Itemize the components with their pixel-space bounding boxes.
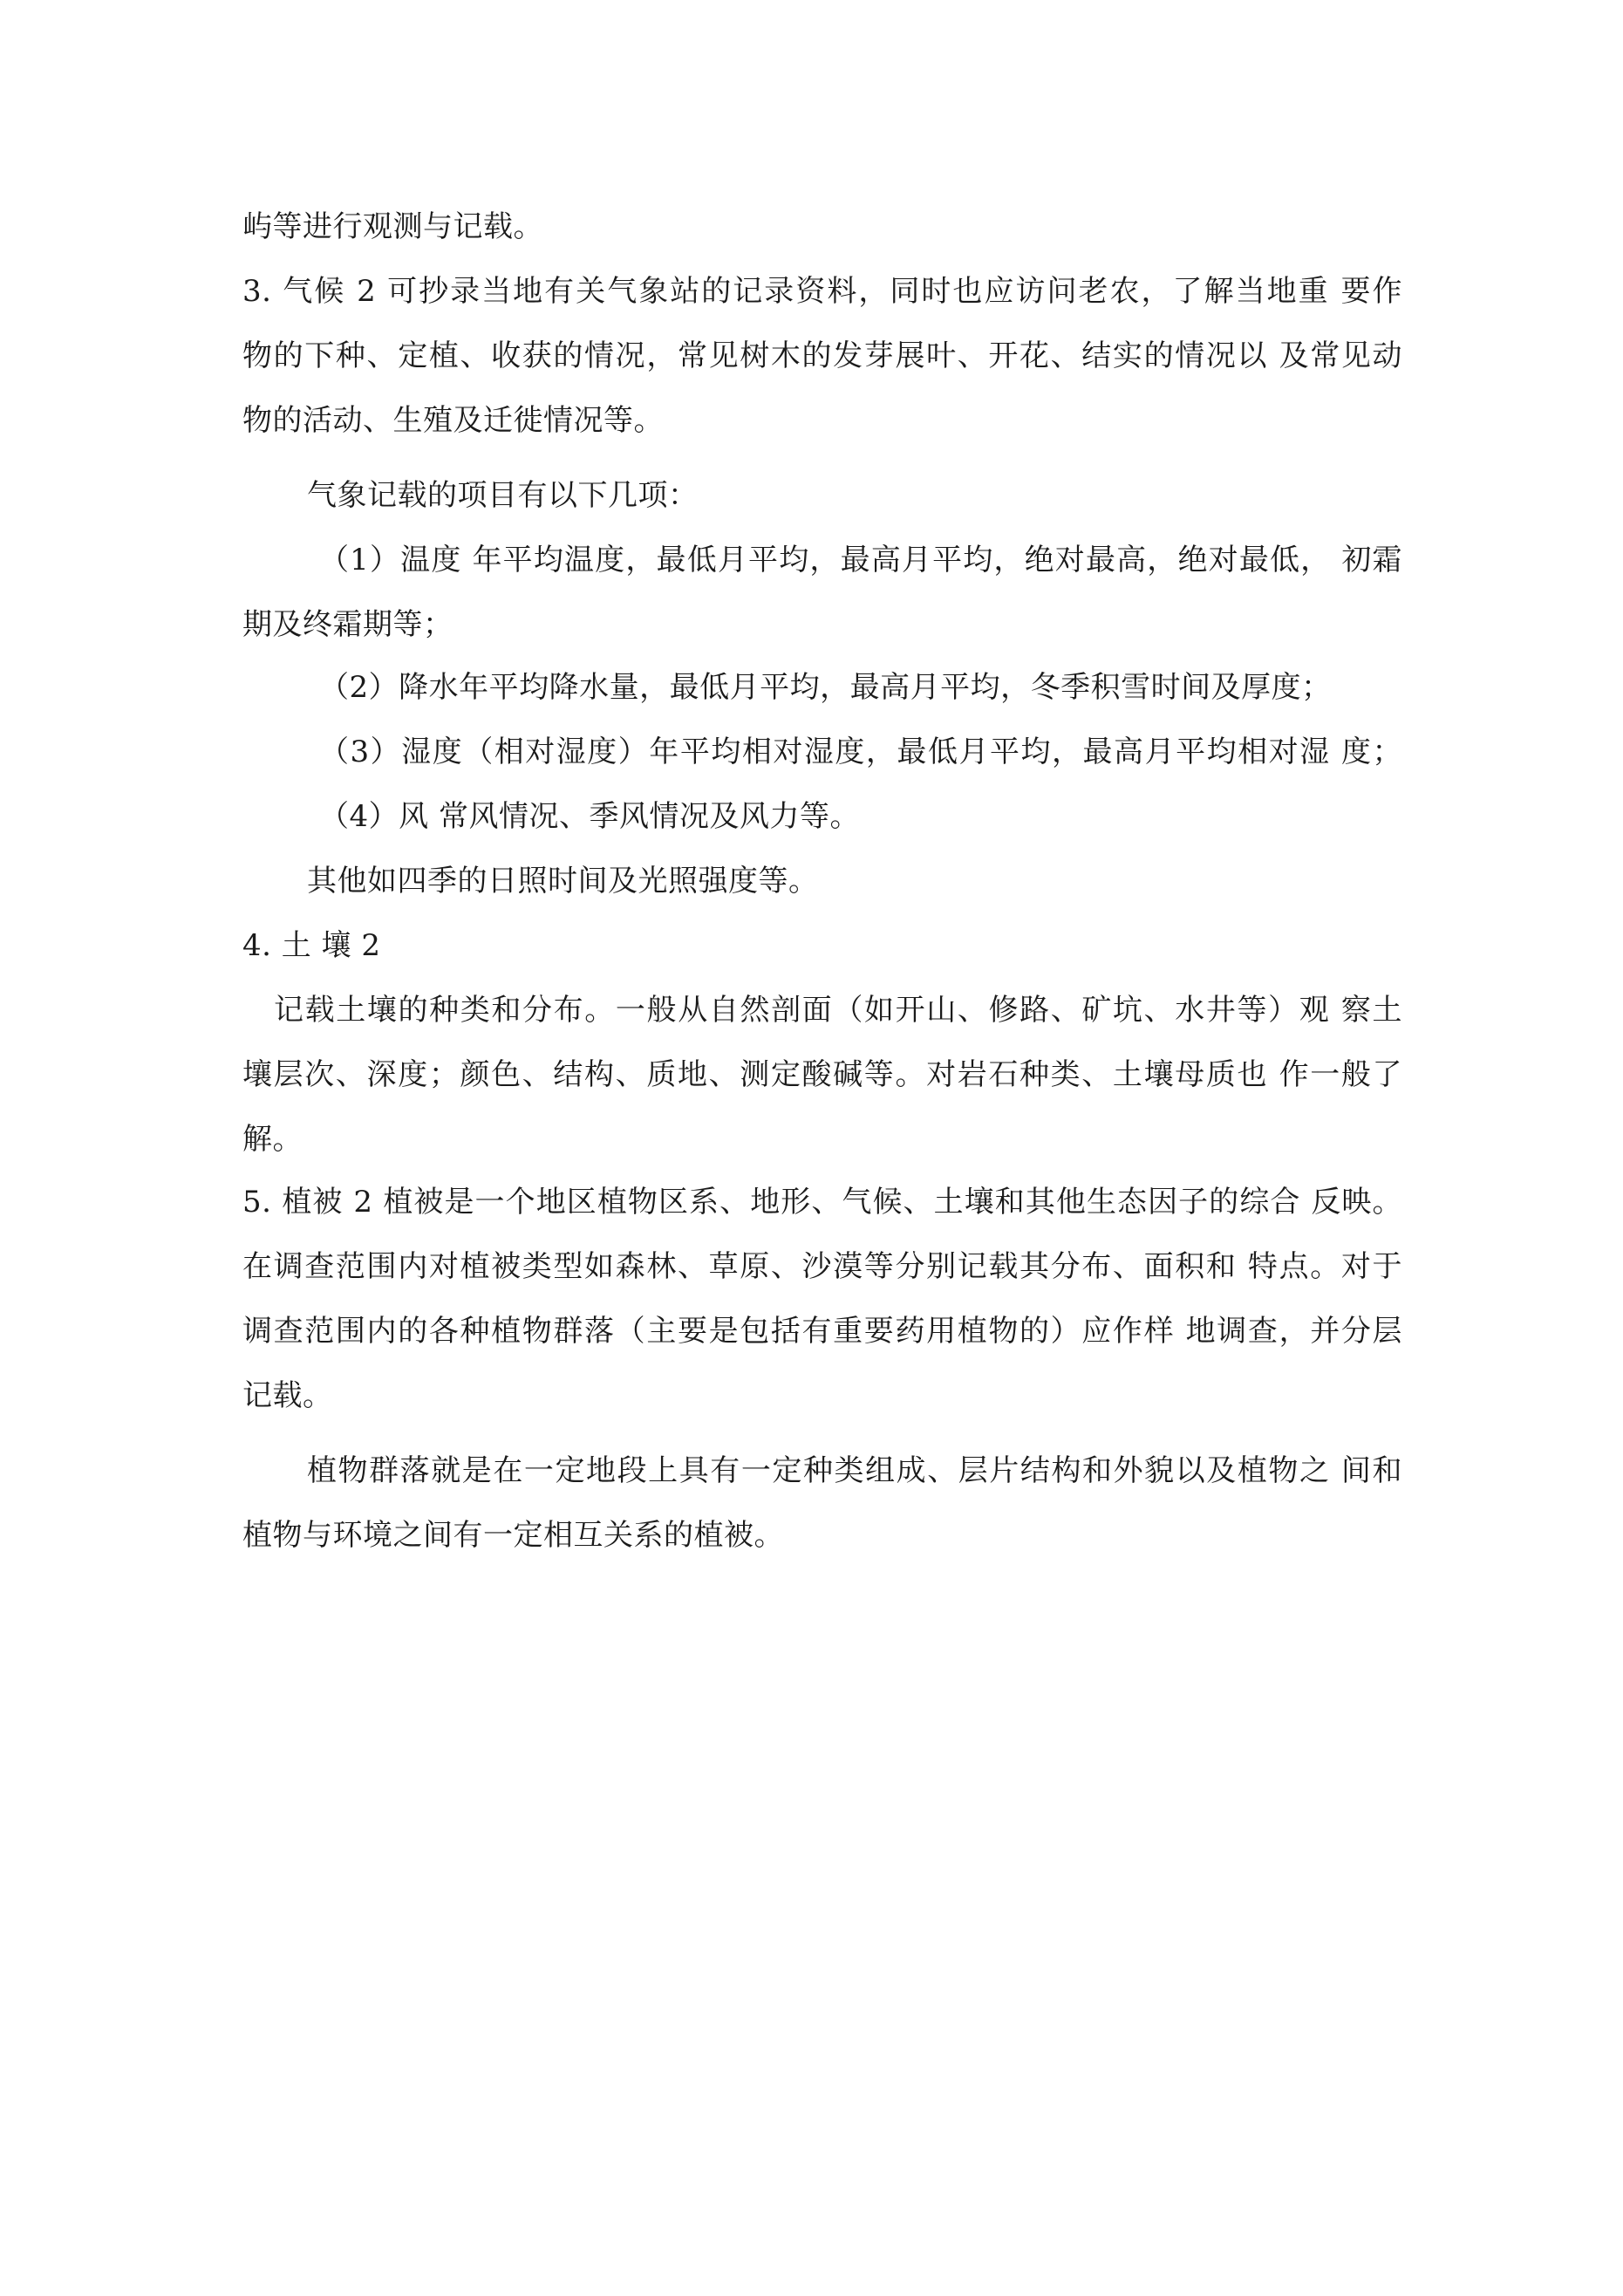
text-line: 调查范围内的各种植物群落（主要是包括有重要药用植物的）应作样 地调查，并分层 bbox=[242, 1314, 1402, 1349]
text-line: 植物群落就是在一定地段上具有一定种类组成、层片结构和外貌以及植物之 间和 bbox=[307, 1453, 1402, 1488]
text-line: 记载。 bbox=[242, 1378, 333, 1413]
text-line: 解。 bbox=[242, 1122, 303, 1157]
text-line: 物的活动、生殖及迁徙情况等。 bbox=[242, 403, 664, 438]
text-line: （3）湿度（相对湿度）年平均相对湿度，最低月平均，最高月平均相对湿 度； bbox=[319, 735, 1402, 769]
text-line: （1）温度 年平均温度，最低月平均，最高月平均，绝对最高，绝对最低， 初霜 bbox=[319, 543, 1402, 577]
text-line: 屿等进行观测与记载。 bbox=[242, 209, 543, 244]
text-line: 气象记载的项目有以下几项： bbox=[307, 478, 699, 513]
text-line: （2）降水年平均降水量，最低月平均，最高月平均，冬季积雪时间及厚度； bbox=[319, 670, 1332, 705]
text-line: 其他如四季的日照时间及光照强度等。 bbox=[307, 864, 819, 899]
text-line: （4）风 常风情况、季风情况及风力等。 bbox=[319, 799, 860, 834]
text-line: 记载土壤的种类和分布。一般从自然剖面（如开山、修路、矿坑、水井等）观 察土 bbox=[274, 993, 1402, 1028]
text-line: 在调查范围内对植被类型如森林、草原、沙漠等分别记载其分布、面积和 特点。对于 bbox=[242, 1249, 1402, 1284]
text-line: 壤层次、深度；颜色、结构、质地、测定酸碱等。对岩石种类、土壤母质也 作一般了 bbox=[242, 1057, 1402, 1092]
text-line: 期及终霜期等； bbox=[242, 607, 453, 642]
text-line: 物的下种、定植、收获的情况，常见树木的发芽展叶、开花、结实的情况以 及常见动 bbox=[242, 338, 1402, 373]
text-line: 4. 土 壤 2 bbox=[242, 928, 381, 963]
text-line: 3. 气候 2 可抄录当地有关气象站的记录资料，同时也应访问老农，了解当地重 要作 bbox=[242, 274, 1402, 309]
text-line: 5. 植被 2 植被是一个地区植物区系、地形、气候、土壤和其他生态因子的综合 反映。 bbox=[242, 1185, 1402, 1220]
text-line: 植物与环境之间有一定相互关系的植被。 bbox=[242, 1518, 784, 1553]
